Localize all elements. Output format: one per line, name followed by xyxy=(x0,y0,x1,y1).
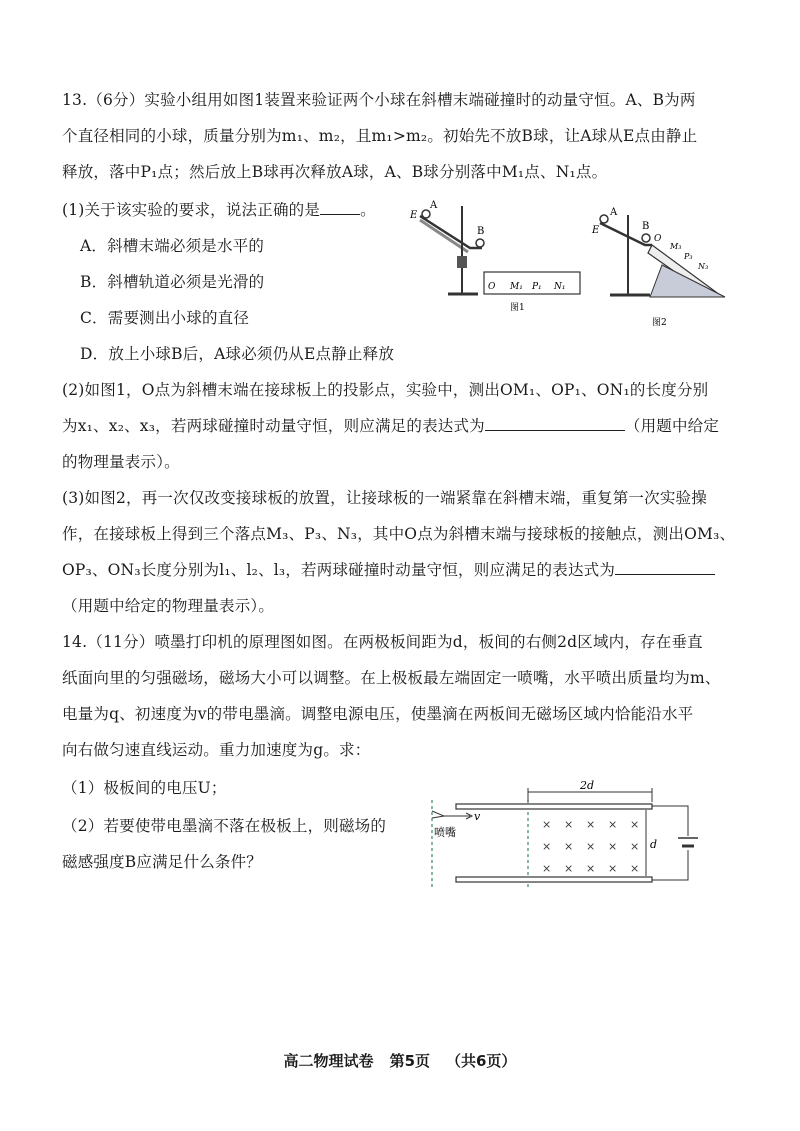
q13-part2-line3: 的物理量表示）。 xyxy=(62,453,180,471)
magnetic-field-marks xyxy=(542,818,639,875)
answer-blank-3[interactable] xyxy=(615,560,715,575)
answer-blank-1[interactable] xyxy=(320,200,360,215)
field-mark: × xyxy=(564,840,574,853)
fig2-label-p3: P₃ xyxy=(684,252,693,261)
fig1-caption: 图1 xyxy=(510,303,525,313)
q14-line2: 纸面向里的匀强磁场，磁场大小可以调整。在上极板最左端固定一喷嘴，水平喷出质量均为m、 xyxy=(62,669,721,687)
q13-part3-line4: （用题中给定的物理量表示）。 xyxy=(62,597,275,615)
fig2-wedge xyxy=(650,265,725,297)
fig2-label-b: B xyxy=(642,221,650,232)
q14-part2-line1: （2）若要使带电墨滴不落在极板上，则磁场的 xyxy=(62,817,387,835)
fig1-clamp xyxy=(457,256,467,268)
q13-line3: 释放，落中P₁点；然后放上B球再次释放A球，A、B球分别落中M₁点、N₁点。 xyxy=(62,163,608,181)
footer-page: 第5页 xyxy=(389,1052,430,1070)
q13-line1: 13.（6分）实验小组用如图1装置来验证两个小球在斜槽末端碰撞时的动量守恒。A、B为两 xyxy=(62,91,696,109)
fig2-label-n3: N₃ xyxy=(698,262,709,271)
label-2d: 2d xyxy=(580,779,595,792)
q14-part1: （1）极板间的电压U； xyxy=(62,779,227,797)
fig1-label-n1: N₁ xyxy=(554,282,566,292)
circuit-wire-bottom xyxy=(652,850,688,880)
q13-part2-line1: (2)如图1，O点为斜槽末端在接球板上的投影点，实验中，测出OM₁、OP₁、ON₁的长度分别 xyxy=(62,381,709,399)
q13-part2-tail: （用题中给定 xyxy=(624,417,720,435)
lower-plate xyxy=(456,877,652,882)
fig2-label-o: O xyxy=(654,234,662,244)
field-mark: × xyxy=(586,840,596,853)
q13-line2: 个直径相同的小球，质量分别为m₁、m₂，且m₁>m₂。初始先不放B球，让A球从E点由静止 xyxy=(62,127,698,145)
q13-option-d: D．放上小球B后，A球必须仍从E点静止释放 xyxy=(80,345,395,363)
circuit-wire-top xyxy=(652,806,688,836)
q13-option-c: C．需要测出小球的直径 xyxy=(80,309,250,327)
fig1-ramp xyxy=(420,216,485,248)
upper-plate xyxy=(456,804,652,809)
field-mark: × xyxy=(542,818,552,831)
fig2-label-m3: M₃ xyxy=(670,242,682,251)
q13-part2-text: 为x₁、x₂、x₃，若两球碰撞时动量守恒，则应满足的表达式为 xyxy=(62,417,485,435)
field-mark: × xyxy=(564,818,574,831)
fig1-label-a: A xyxy=(430,200,438,211)
fig2-ball-a xyxy=(600,215,608,223)
label-d: d xyxy=(650,838,658,851)
footer-total: （共6页） xyxy=(446,1052,517,1070)
fig1-label-o: O xyxy=(488,282,496,292)
q13-option-a: A．斜槽末端必须是水平的 xyxy=(80,237,265,255)
figure-1 xyxy=(400,198,585,318)
q13-part3-line1: (3)如图2，再一次仅改变接球板的放置，让接球板的一端紧靠在斜槽末端，重复第一次实验操 xyxy=(62,489,707,507)
field-mark: × xyxy=(608,862,618,875)
field-mark: × xyxy=(542,840,552,853)
fig2-ball-b xyxy=(642,234,650,242)
fig1-label-e: E xyxy=(410,210,418,221)
q13-part1-end: 。 xyxy=(360,201,376,219)
fig2-label-a: A xyxy=(610,207,618,218)
q14-line3: 电量为q、初速度为v的带电墨滴。调整电源电压，使墨滴在两板间无磁场区域内恰能沿水平 xyxy=(62,705,694,723)
field-mark: × xyxy=(608,818,618,831)
q13-part1-text: (1)关于该实验的要求，说法正确的是 xyxy=(62,201,321,219)
fig1-label-p1: P₁ xyxy=(532,282,542,292)
fig2-label-e: E xyxy=(592,225,600,236)
fig2-caption: 图2 xyxy=(652,318,667,328)
fig1-label-m1: M₁ xyxy=(510,282,523,292)
page-footer xyxy=(0,1050,800,1071)
field-mark: × xyxy=(608,840,618,853)
q14-part2-line2: 磁感强度B应满足什么条件？ xyxy=(62,853,262,871)
q13-part3-line2: 作，在接球板上得到三个落点M₃、P₃、N₃，其中O点为斜槽末端与接球板的接触点，测出OM₃、 xyxy=(62,525,736,543)
field-mark: × xyxy=(630,818,640,831)
fig1-ramp-body xyxy=(420,220,468,252)
field-mark: × xyxy=(542,862,552,875)
fig1-ball-a xyxy=(422,210,430,218)
q13-part2-line2 xyxy=(62,416,719,436)
q13-part1-stem xyxy=(62,200,376,220)
answer-blank-2[interactable] xyxy=(485,416,625,431)
footer-subject: 高二物理试卷 xyxy=(283,1052,374,1070)
field-mark: × xyxy=(564,862,574,875)
fig1-ball-b xyxy=(476,239,484,247)
field-mark: × xyxy=(630,840,640,853)
inkjet-figure xyxy=(420,778,705,893)
fig1-label-b: B xyxy=(477,226,485,237)
label-v: v xyxy=(474,810,481,823)
nozzle-icon xyxy=(432,811,444,818)
q13-part3-text: OP₃、ON₃长度分别为l₁、l₂、l₃，若两球碰撞时动量守恒，则应满足的表达式为 xyxy=(62,561,616,579)
field-mark: × xyxy=(630,862,640,875)
q13-part3-line3 xyxy=(62,560,715,580)
q14-line1: 14.（11分）喷墨打印机的原理图如图。在两极板间距为d，板间的右侧2d区域内，存在垂直 xyxy=(62,633,703,651)
label-nozzle: 喷嘴 xyxy=(434,826,456,839)
figure-2 xyxy=(590,205,730,330)
q14-line4: 向右做匀速直线运动。重力加速度为g。求： xyxy=(62,741,371,759)
field-mark: × xyxy=(586,862,596,875)
field-mark: × xyxy=(586,818,596,831)
q13-option-b: B．斜槽轨道必须是光滑的 xyxy=(80,273,265,291)
